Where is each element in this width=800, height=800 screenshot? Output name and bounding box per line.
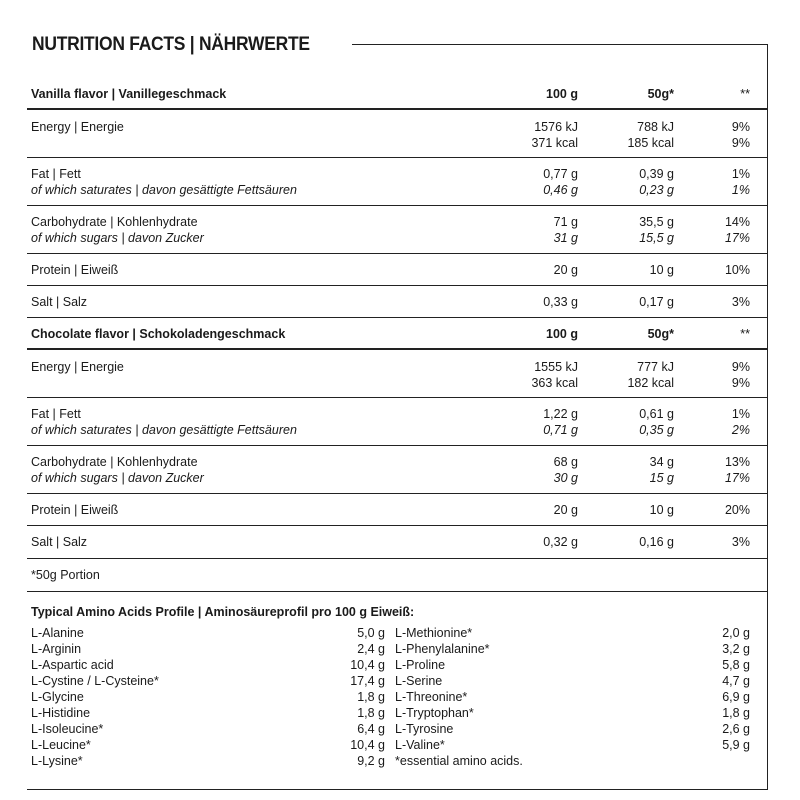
fat-100g: 1,22 g <box>543 407 578 421</box>
salt-pct: 3% <box>731 535 750 549</box>
energy-kcal-50g: 185 kcal <box>627 136 674 150</box>
amino-acid-row <box>395 737 750 753</box>
energy-kj-50g: 788 kJ <box>637 120 674 134</box>
amino-right-column <box>395 625 750 769</box>
carb-50g: 34 g <box>649 455 674 469</box>
salt-50g: 0,17 g <box>639 295 674 309</box>
col-50g-header: 50g* <box>647 327 674 341</box>
amino-acid-value: 1,8 g <box>722 706 750 720</box>
fat-label: Fat | Fett <box>31 167 81 181</box>
vanilla-header-label: Vanilla flavor | Vanillegeschmack <box>31 87 227 101</box>
sugars-100g: 31 g <box>553 231 578 245</box>
vanilla-header-row <box>27 84 768 106</box>
saturates-pct: 2% <box>731 423 750 437</box>
amino-acid-name: L-Proline <box>395 658 446 672</box>
sugars-100g: 30 g <box>553 471 578 485</box>
fat-100g: 0,77 g <box>543 167 578 181</box>
amino-acid-row <box>395 641 750 657</box>
portion-note: *50g Portion <box>31 568 100 582</box>
amino-acid-value: 6,9 g <box>722 690 750 704</box>
amino-acid-name: L-Alanine <box>31 626 84 640</box>
amino-acid-value: 3,2 g <box>722 642 750 656</box>
salt-pct: 3% <box>731 295 750 309</box>
amino-acid-row <box>31 737 385 753</box>
vanilla-protein-row <box>27 253 768 285</box>
amino-acid-value: 10,4 g <box>350 738 385 752</box>
amino-acid-name: L-Glycine <box>31 690 84 704</box>
energy-kcal-pct: 9% <box>731 376 750 390</box>
amino-acid-row <box>395 753 750 769</box>
chocolate-salt-row <box>27 525 768 558</box>
amino-acid-name: L-Phenylalanine* <box>395 642 490 656</box>
chocolate-header-row <box>27 317 768 347</box>
amino-acid-value: 17,4 g <box>350 674 385 688</box>
energy-label: Energy | Energie <box>31 120 124 134</box>
amino-acid-row <box>31 673 385 689</box>
col-pct-header: ** <box>740 87 750 101</box>
saturates-pct: 1% <box>731 183 750 197</box>
saturates-50g: 0,35 g <box>639 423 674 437</box>
energy-kcal-pct: 9% <box>731 136 750 150</box>
amino-acid-value: 2,4 g <box>357 642 385 656</box>
top-border <box>352 44 768 45</box>
amino-acid-row <box>395 689 750 705</box>
vanilla-energy-row <box>27 108 768 157</box>
portion-note-row <box>27 558 768 592</box>
protein-50g: 10 g <box>649 503 674 517</box>
amino-acids-title: Typical Amino Acids Profile | Aminosäureprofil pro 100 g Eiweiß: <box>31 605 415 619</box>
amino-acid-row <box>31 705 385 721</box>
protein-label: Protein | Eiweiß <box>31 503 119 517</box>
energy-kcal-50g: 182 kcal <box>627 376 674 390</box>
energy-kj-100g: 1576 kJ <box>534 120 578 134</box>
amino-acid-row <box>31 641 385 657</box>
carb-pct: 14% <box>724 215 750 229</box>
amino-acid-name: L-Isoleucine* <box>31 722 104 736</box>
energy-label: Energy | Energie <box>31 360 124 374</box>
amino-acid-row <box>31 657 385 673</box>
amino-acid-value: 1,8 g <box>357 690 385 704</box>
amino-acid-name: L-Arginin <box>31 642 82 656</box>
chocolate-protein-row <box>27 493 768 525</box>
chocolate-energy-row <box>27 348 768 397</box>
saturates-label: of which saturates | davon gesättigte Fettsäuren <box>31 423 297 437</box>
carb-100g: 71 g <box>553 215 578 229</box>
amino-acid-row <box>31 753 385 769</box>
fat-50g: 0,39 g <box>639 167 674 181</box>
col-100g-header: 100 g <box>546 327 578 341</box>
amino-acid-row <box>395 657 750 673</box>
protein-50g: 10 g <box>649 263 674 277</box>
amino-acid-name: L-Histidine <box>31 706 91 720</box>
col-50g-header: 50g* <box>647 87 674 101</box>
energy-kj-pct: 9% <box>731 120 750 134</box>
vanilla-carb-row <box>27 205 768 253</box>
saturates-100g: 0,71 g <box>543 423 578 437</box>
sugars-50g: 15 g <box>649 471 674 485</box>
amino-acid-name: L-Serine <box>395 674 443 688</box>
sugars-50g: 15,5 g <box>639 231 674 245</box>
amino-acid-row <box>395 705 750 721</box>
energy-kj-50g: 777 kJ <box>637 360 674 374</box>
amino-acid-name: L-Tyrosine <box>395 722 454 736</box>
saturates-50g: 0,23 g <box>639 183 674 197</box>
amino-acid-row <box>395 625 750 641</box>
amino-acid-name: *essential amino acids. <box>395 754 523 768</box>
vanilla-salt-row <box>27 285 768 317</box>
carb-label: Carbohydrate | Kohlenhydrate <box>31 215 198 229</box>
vanilla-fat-row <box>27 157 768 205</box>
carb-100g: 68 g <box>553 455 578 469</box>
amino-acid-value: 6,4 g <box>357 722 385 736</box>
amino-acid-name: L-Cystine / L-Cysteine* <box>31 674 159 688</box>
col-pct-header: ** <box>740 327 750 341</box>
amino-acid-value: 2,0 g <box>722 626 750 640</box>
fat-pct: 1% <box>731 167 750 181</box>
amino-acid-value: 5,0 g <box>357 626 385 640</box>
protein-100g: 20 g <box>553 503 578 517</box>
energy-kcal-100g: 371 kcal <box>531 136 578 150</box>
carb-label: Carbohydrate | Kohlenhydrate <box>31 455 198 469</box>
sugars-pct: 17% <box>724 231 750 245</box>
amino-acid-name: L-Methionine* <box>395 626 473 640</box>
amino-acid-name: L-Lysine* <box>31 754 83 768</box>
fat-label: Fat | Fett <box>31 407 81 421</box>
salt-label: Salt | Salz <box>31 535 88 549</box>
amino-acid-name: L-Threonine* <box>395 690 468 704</box>
amino-acid-row <box>31 625 385 641</box>
saturates-label: of which saturates | davon gesättigte Fettsäuren <box>31 183 297 197</box>
amino-acid-row <box>395 673 750 689</box>
energy-kj-100g: 1555 kJ <box>534 360 578 374</box>
amino-left-column <box>31 625 385 769</box>
carb-50g: 35,5 g <box>639 215 674 229</box>
amino-acid-row <box>395 721 750 737</box>
amino-acid-name: L-Leucine* <box>31 738 91 752</box>
saturates-100g: 0,46 g <box>543 183 578 197</box>
fat-pct: 1% <box>731 407 750 421</box>
amino-acid-value: 10,4 g <box>350 658 385 672</box>
bottom-border <box>27 789 768 790</box>
amino-acid-name: L-Aspartic acid <box>31 658 114 672</box>
protein-pct: 20% <box>724 503 750 517</box>
amino-acid-name: L-Tryptophan* <box>395 706 474 720</box>
sugars-pct: 17% <box>724 471 750 485</box>
sugars-label: of which sugars | davon Zucker <box>31 471 204 485</box>
amino-acid-row <box>31 689 385 705</box>
chocolate-header-label: Chocolate flavor | Schokoladengeschmack <box>31 327 286 341</box>
page-title: NUTRITION FACTS | NÄHRWERTE <box>32 33 326 57</box>
energy-kcal-100g: 363 kcal <box>531 376 578 390</box>
amino-acid-value: 1,8 g <box>357 706 385 720</box>
chocolate-fat-row <box>27 397 768 445</box>
carb-pct: 13% <box>724 455 750 469</box>
protein-100g: 20 g <box>553 263 578 277</box>
protein-label: Protein | Eiweiß <box>31 263 119 277</box>
col-100g-header: 100 g <box>546 87 578 101</box>
energy-kj-pct: 9% <box>731 360 750 374</box>
amino-acid-row <box>31 721 385 737</box>
amino-acid-name: L-Valine* <box>395 738 445 752</box>
salt-50g: 0,16 g <box>639 535 674 549</box>
salt-100g: 0,32 g <box>543 535 578 549</box>
chocolate-carb-row <box>27 445 768 493</box>
amino-acid-value: 5,9 g <box>722 738 750 752</box>
amino-acid-value: 4,7 g <box>722 674 750 688</box>
protein-pct: 10% <box>724 263 750 277</box>
amino-acid-value: 9,2 g <box>357 754 385 768</box>
amino-acid-value: 2,6 g <box>722 722 750 736</box>
sugars-label: of which sugars | davon Zucker <box>31 231 204 245</box>
salt-100g: 0,33 g <box>543 295 578 309</box>
amino-acid-value: 5,8 g <box>722 658 750 672</box>
fat-50g: 0,61 g <box>639 407 674 421</box>
salt-label: Salt | Salz <box>31 295 88 309</box>
